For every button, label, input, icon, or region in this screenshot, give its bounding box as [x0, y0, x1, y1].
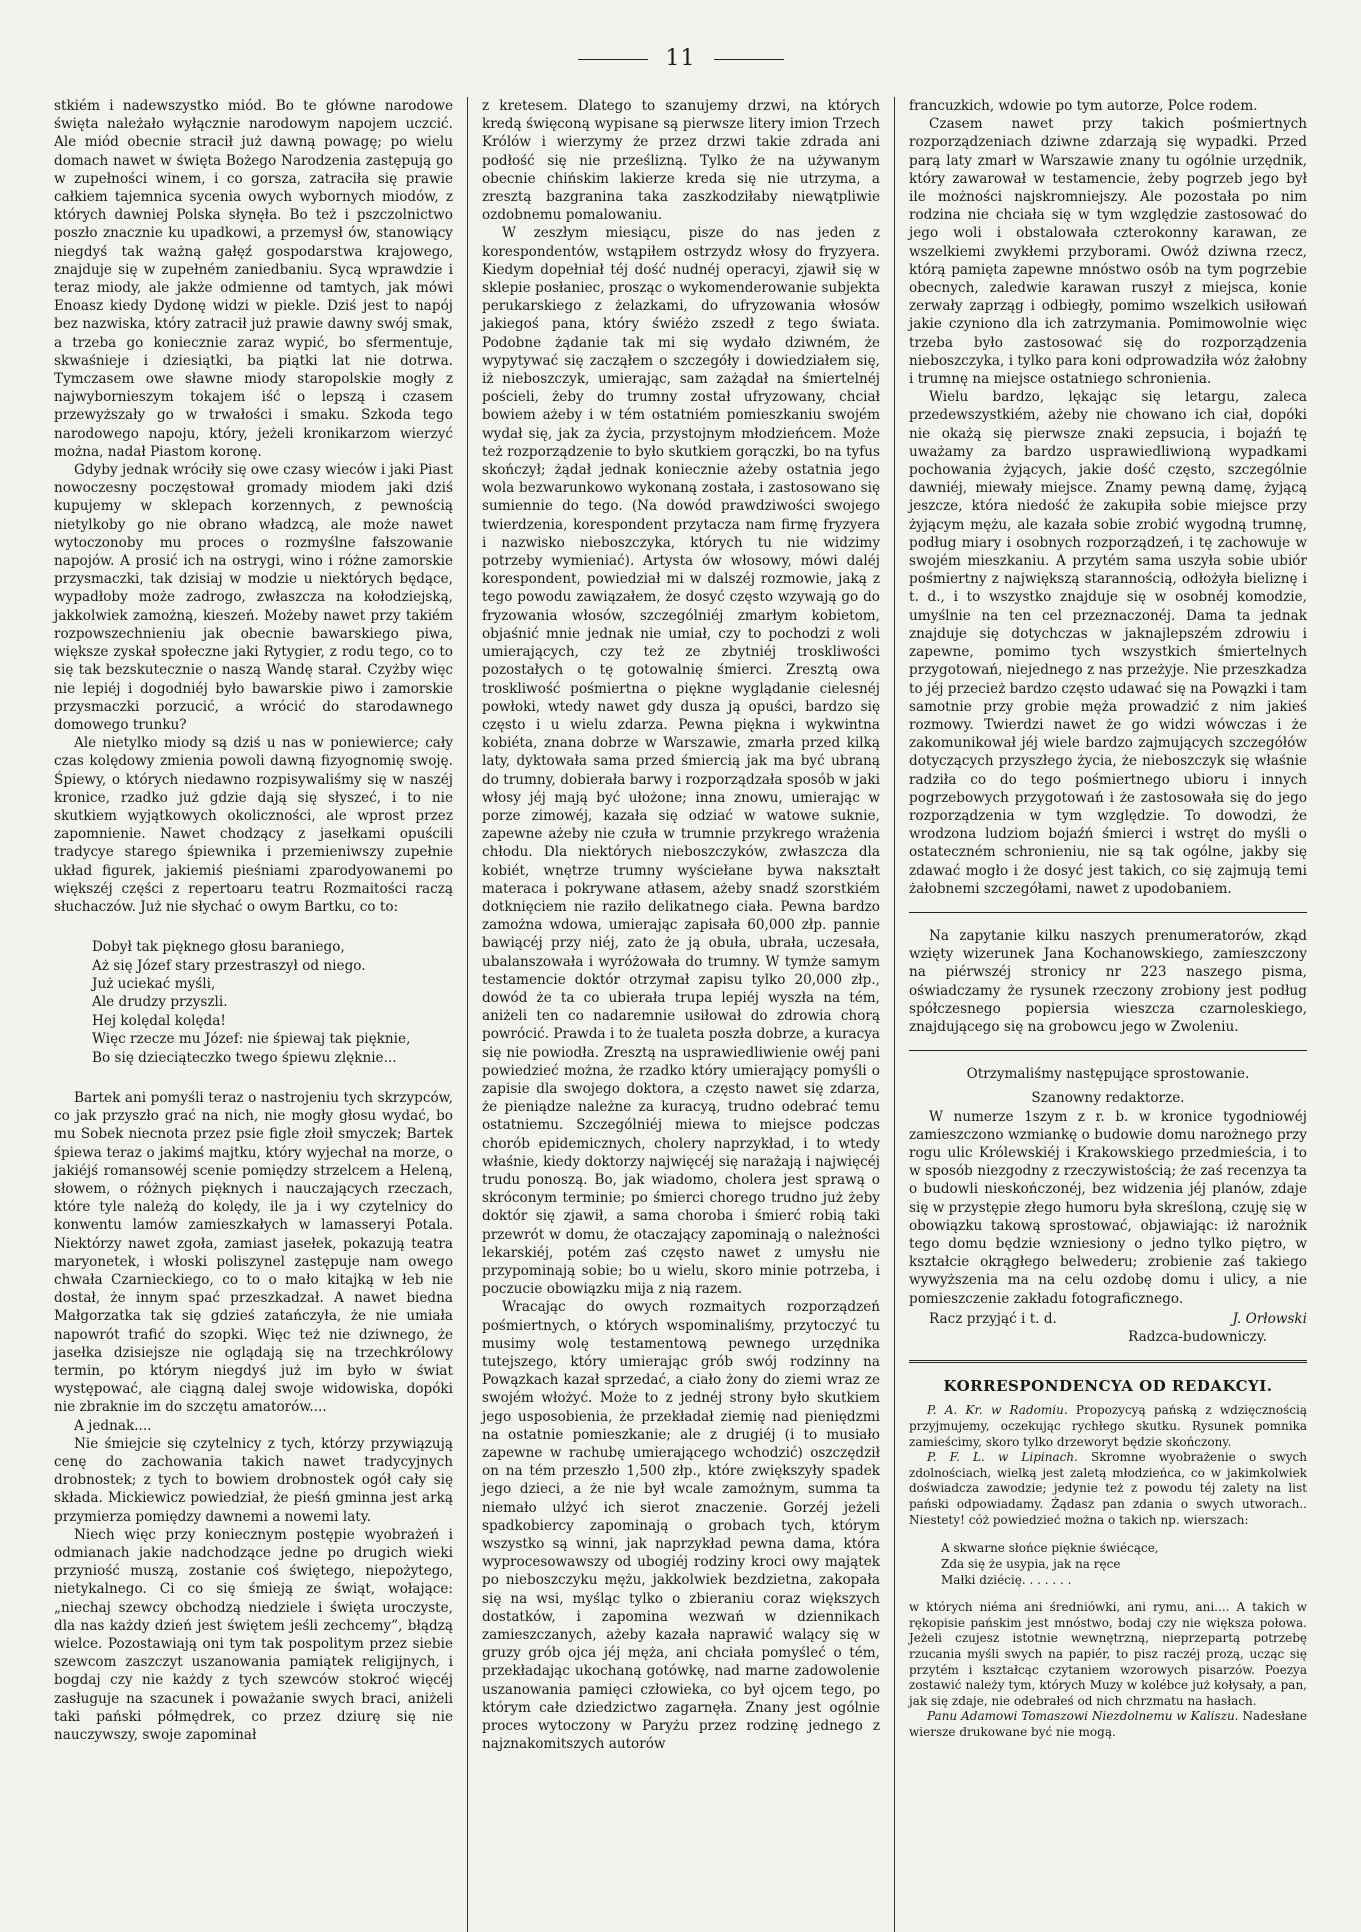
dash-right	[714, 59, 784, 60]
correction-body: W numerze 1szym z r. b. w kronice tygodniowéj zamieszczono wzmiankę o budowie domu narożnego przy rogu ulic Królewskiéj i Krakowskiego przedmieścia, i to w sposób niezgodny z rzeczywistością; że zaś recenzya ta o budowli nieskończonéj, bez widzenia jéj planów, zdaje się w przystępie złego humoru była skreśloną, czuję się w obowiązku takową sprostować, objawiając: iż narożnik tego domu będzie wzniesiony o jedno tylko piętro, w kształcie okrągłego belwederu; zrobienie zaś takiego wywyższenia ma na celu ozdobę domu i ulicy, a nie pomieszczenie zakładu fotograficznego.	[909, 1108, 1307, 1307]
paragraph: Bartek ani pomyśli teraz o nastrojeniu tych skrzypców, co jak przyszło grać na nich, nie mogły głosu wydać, bo mu Sobek niecnota przez psie figle złoił smyczek; Bartek śpiewa teraz o jakimś majtku, który wyjechał na morze, o jakiéjś romansowéj scenie pomiędzy strzelcem a Heleną, słowem, o różnych pięknych i nauczających rzeczach, które tyle należą do kolędy, ile ja i wy czytelnicy do konwentu lamów zamieszkałych w lamasseryi Potala. Niektórzy nawet zgoła, zamiast jasełek, pokazują teatra maryonetek, i włoski poliszynel zastępuje nam owego chwała Czarnieckiego, co to o mało kitajką w łeb nie dostał, że innym spać przeszkadzał. A nawet biedna Małgorzatka tak się gdzieś zatańczyła, że nie umiała napowrót trafić do szopki. Więc też nie dziwnego, że jasełka dzisiejsze nie oglądają się na trzechkrólowy termin, po którym niegdyś już im było w świat występować, ale ciągną dalej swoje widowiska, dopóki nie zbraknie im do szczętu amatorów....	[54, 1089, 453, 1416]
column-3	[894, 97, 1321, 1932]
poem-line: Aż się Józef stary przestraszył od niego.	[92, 957, 366, 974]
page-number-text: 11	[665, 46, 696, 71]
paragraph: A jednak....	[74, 1417, 152, 1434]
correspondence-entry	[909, 1450, 1307, 1528]
carol-poem	[92, 938, 453, 1067]
paragraph: Czasem nawet przy takich pośmiertnych rozporządzeniach dziwne zdarzają się wypadki. Przed parą laty zmarł w Warszawie znany tu ogólnie urzędnik, który zawarował w testamencie, żeby pogrzeb jego był ile możności najskromniejszy. Ale pozostała po nim rodzina nie chciała się w tym względzie zastosować do jego woli i obstalowała czterokonny karawan, ze wszelkiemi zwykłemi przyborami. Owóż dziwna rzecz, którą pamięta zapewne mnóstwo osób na tym pogrzebie obecnych, zaledwie karawan ruszył z miejsca, konie zerwały zaprząg i odbiegły, pomimo wszelkich usiłowań jakie czyniono dla ich zatrzymania. Pomimowolnie więc trzeba było zastosować się do rozporządzenia nieboszczyka, i tylko para koni odprowadziła wóz żałobny i trumnę na miejsce ostatniego schronienia.	[909, 116, 1307, 388]
correction-salutation: Szanowny redaktorze.	[1031, 1090, 1185, 1107]
correspondence-entry	[909, 1403, 1307, 1450]
correspondence-section	[909, 1403, 1307, 1740]
signature-title: Radzca-budowniczy.	[1128, 1329, 1267, 1345]
paragraph: z kretesem. Dlatego to szanujemy drzwi, na których kredą święconą wypisane są pierwsze litery imion Trzech Królów i wierzymy że przez drzwi takie zdrada ani podłość się nie prześlizną. Tylko że na używanym obecnie chińskim lakierze kreda się nie utrzyma, a zresztą bazgranina taka zaszkodziłaby niewątpliwie ozdobnemu pomalowaniu.	[482, 98, 880, 224]
portrait-notice	[909, 927, 1307, 1036]
divider	[909, 912, 1307, 913]
entry-text: Propozycyą pańską z wdzięcznością przyjmujemy, oczekując rychłego skutku. Rysunek pomnika zamieścimy, skoro tylko drzeworyt będzie skończony.	[909, 1403, 1307, 1449]
column-1	[40, 97, 467, 1932]
paragraph: Gdyby jednak wróciły się owe czasy wieców i jaki Piast nowoczesny poczęstował gromady miodem jaki dziś kupujemy w sklepach korzennych, z pewnością nietylkoby go nie obrano władzcą, ale może nawet wytoczonoby mu proces o rozmyślne fałszowanie napojów. A prosić ich na ostrygi, wino i różne zamorskie przysmaczki, tak dzisiaj w modzie u niektórych będące, wypadłoby może zadrogo, zwłaszcza na kołodziejską, jakkolwiek zamożną, kieszeń. Możeby nawet przy takiém rozpowszechnieniu jak obecnie bawarskiego piwa, większe zyskał społeczne jaki Rytygier, z rodu tego, co to się tak bezskutecznie o naszą Wandę starał. Czyżby więc nie lepiéj i dogodniéj było bawarskie piwo i zamorskie przysmaczki porzucić, a wrócić do starodawnego domowego trunku?	[54, 462, 453, 733]
poem-line: Ale drudzy przyszli.	[92, 994, 228, 1011]
paragraph: stkiém i nadewszystko miód. Bo te główne narodowe święta należało wyłącznie narodowym napojem uczcić. Ale miód obecnie stracił już dawną powagę; po wielu domach nawet w święta Bożego Narodzenia zastępują go w zupełności winem, i co gorsza, zatraciła się prawie całkiem tajemnica sycenia owych wybornych miodów, z których dawniej Polska słynęła. Bo też i pszczolnictwo poszło znacznie ku upadkowi, a przemysł ów, stanowiący niegdyś tak ważną gałęź gospodarstwa krajowego, znajduje się w zupełném zaniedbaniu. Sycą wprawdzie i teraz miody, ale jakże odmienne od tamtych, jak mówi Enoasz kiedy Dydonę widzi w piekle. Dziś jest to napój bez nazwiska, który zatracił już prawie dawny swój smak, a trzeba go koniecznie zaraz wypić, bo sfermentuje, skwaśnieje i dziesiątki, ba piątki lat nie dotrwa. Tymczasem owe sławne miody staropolskie mogły z najwybornieszym tokajem iść o lepszą i czasem przewyższały go w trwałości i smaku. Szkoda tego narodowego napoju, który, jeżeli kronikarzom wierzyć można, nadał Piastom koronę.	[54, 98, 453, 460]
signature-line	[909, 1310, 1307, 1328]
poem-line: Więc rzecze mu Józef: nie śpiewaj tak pięknie,	[92, 1031, 411, 1048]
signature-name: J. Orłowski	[1232, 1310, 1307, 1327]
poem-line: Hej kolędal kolęda!	[92, 1012, 226, 1029]
paragraph: Ale nietylko miody są dziś u nas w poniewierce; cały czas kolędowy zmienia powoli dawną fizyognomię swoję. Śpiewy, o których niedawno rozpisywaliśmy się w naszéj kronice, rzadko już gdzie dają się słyszeć, i to nie skutkiem wyjątkowych okoliczności, ale wprost przez zapomnienie. Nawet chodzący z jasełkami opuścili tradycye starego śpiewnika i przemieniwszy zupełnie układ figurek, jakiemiś pieśniami zparodyowanemi po większéj części z repertoaru teatru Rozmaitości raczą słuchaczów. Już nie słychać o owym Bartku, co to:	[54, 735, 453, 915]
correspondence-entry	[909, 1709, 1307, 1740]
divider-double	[909, 1360, 1307, 1363]
entry-address: P. A. Kr. w Radomiu.	[927, 1403, 1068, 1418]
entry-address: P. F. L. w Lipinach.	[927, 1450, 1078, 1465]
text-columns	[40, 97, 1321, 1932]
poem-line: Już uciekać myśli,	[92, 975, 216, 992]
verse-line: Małki dziécię. . . . . . .	[941, 1573, 1072, 1588]
page-number	[40, 46, 1321, 71]
paragraph: W zeszłym miesiącu, pisze do nas jeden z korespondentów, wstąpiłem ostrzydz włosy do fryzyera. Kiedym dopełniał téj dość nudnéj operacyi, zjawił się w sklepie posłaniec, prosząc o wykomenderowanie subjekta perukarskiego z żelazkami, do ufryzowania włosów jakiegoś pana, który świéżo zszedł z tego świata. Podobne żądanie tak mi się wydało dziwném, że wypytywać się zacząłem o szczegóły i dowiedziałem się, iż nieboszczyk, umierając, sam zażądał na śmiertelnéj pościeli, żeby do trumny został ufryzowany, chciał bowiem ażeby i w tém ostatniém pomieszkaniu swojém wydał się, jak za życia, przystojnym młodzieńcem. Może też rozporządzenie to było skutkiem gorączki, bo na tyfus skończył; żądał jednak koniecznie ażeby ostatnia jego wola bezwarunkowo wykonaną została, i zastosowano się sumiennie do tego. (Na dowód prawdziwości swojego twierdzenia, korespondent przytacza nam firmę fryzyera i nazwisko nieboszczyka, których tu nie widzimy potrzeby wymieniać). Artysta ów włosowy, mówi daléj korespondent, powiedział mi w dalszéj rozmowie, jaką z tego powodu zawiązałem, że dosyć często wzywają go do fryzowania włosów, szczególniéj zmarłym kobietom, objaśnić mnie jednak nie umiał, czy to pochodzi z woli umierających, czy też ze zbytniéj troskliwości pozostałych o tę gotowalnię śmierci. Zresztą owa troskliwość pośmiertna o piękne wyglądanie cielesnéj powłoki, wtedy nawet gdy dusza ją opuści, bardzo się często i u wielu zdarza. Pewna piękna i wykwintna kobiéta, znana dobrze w Warszawie, zmarła przed kilką laty, dyktowała sama przed śmiercią jak ma być ubraną do trumny, dobierała barwy i rozporządzała sposób w jaki włosy jéj mają być ułożone; inna znowu, umierając w porze zimowéj, kazała się odziać w watowe suknie, zapewne ażeby nie czuła w trumnie przykrego wrażenia chłodu. Dla niektórych nieboszczyków, zwłaszcza dla kobiét, wnętrze trumny wyściełane bywa nakształt materaca i pokrywane atłasem, ażeby snadź szorstkiém dotknięciem nie raziło delikatnego ciała. Pewna bardzo zamożna wdowa, umierając zapisała 60,000 złp. pannie bawiącéj przy niéj, zato że ją obuła, ubrała, uczesała, ubalanszowała i wyróżowała do trumny. W tymże samym testamencie doktór otrzymał zapisu tylko 20,000 złp., dowód że ta co ubierała trupa lepiéj wyszła na tém, aniżeli ten co nadaremnie usiłował do zdrowia chorą powrócić. Prawda i to że tualeta poszła dobrze, a kuracya się nie powiodła. Zresztą na usprawiedliwienie owéj pani powiedzieć można, że rzadko który umierający pomyśli o zapisie dla swojego doktora, a często nawet się zdarza, że pieniądze należne za kuracyą, trudno odebrać temu ostatniemu. Szczególniéj miewa to miejsce podczas chorób epidemicznych, cholery naprzykład, i to wtedy właśnie, kiedy doktorzy najwięcéj się narażają i najwięcéj trudu ponoszą. Bo, jak wiadomo, cholera jest sprawą o skróconym terminie; po śmierci chorego trudno już żeby doktór się zjawił, a sama choroba i śmierć robią taki przewrót w domu, że otaczający zapominają o należności lekarskiéj, potém zaś często nawet z umysłu nie przypominają sobie; bo u wielu, skoro minie potrzeba, i poczucie obowiązku mija z nią razem.	[482, 225, 880, 1298]
entry-address: Panu Adamowi Tomaszowi Niezdolnemu w Kaliszu.	[927, 1709, 1239, 1724]
correspondence-title: KORRESPONDENCYA OD REDAKCYI.	[943, 1377, 1273, 1396]
paragraph: francuzkich, wdowie po tym autorze, Polce rodem.	[909, 98, 1258, 114]
correction-intro: Otrzymaliśmy następujące sprostowanie.	[966, 1066, 1250, 1083]
column-2	[467, 97, 894, 1932]
paragraph: Wracając do owych rozmaitych rozporządzeń pośmiertnych, o których wspominaliśmy, przytoczyć tu musimy wolę testamentową pewnego urzędnika tutejszego, który umierając grób swój rodzinny na Powązkach kazał sprzedać, a ciało żony do ziemi wraz ze swojém włożyć. Może to z jednéj strony było skutkiem jego usposobienia, że przekładał ziemię nad pieniędzmi na ostatnie pomieszkanie; ale z drugiéj (i to musiało zapewne w rachubę umierającego wchodzić) oszczędził on na tém przeszło 1,500 złp., które zwiększyły spadek jego dzieci, a że nie był wcale zamożnym, summa ta niemało ulżyć ich sierot znaczenie. Gorzéj jeżeli spadkobiercy zapominają o grobach tych, którym wszystko są winni, jak naprzykład pewna dama, która wyprocesowawszy od ubogiéj rodziny kroci owy majątek po nieboszczyku mężu, jakkolwiek bezdzietna, zakopała się na wsi, myśląc tylko o zbieraniu coraz większych dostatków, i zapomina wezwań w dziennikach zamieszczanych, ażeby kazała naprawić walący się w gruzy grób ojca jéj męża, ani chciała pomyśleć o tém, przekładając ukochaną gotówkę, nad marne zadowolenie uszanowania pamięci człowieka, co był ojcem tego, po którym całe dziedzictwo zagarnęła. Znany jest ogólnie proces wytoczony w Paryżu przez rodzinę jednego z najznakomitszych autorów	[482, 1299, 880, 1753]
quoted-verse	[941, 1540, 1307, 1588]
dash-left	[578, 59, 648, 60]
verse-line: A skwarne słońce pięknie świécące,	[941, 1541, 1159, 1556]
verse-line: Zda się że usypia, jak na ręce	[941, 1557, 1121, 1572]
correction-notice	[909, 1065, 1307, 1346]
entry-continuation: w których niéma ani średniówki, ani rymu, ani.... A takich w rękopisie pańskim jest mnóstwo, bodaj czy nie większa połowa. Jeżeli czujesz istotnie wewnętrzną, nieprzepartą potrzebę rzucania myśli swych na papiér, to pisz raczéj prozą, ucząc się przytém i kształcąc czytaniem wzorowych pisarzów. Poezya zostawić należy tym, których Muzy w kolébce już kołysały, a pan, jak się zdaje, nie odebrałeś od nich chrzmatu na hasłach.	[909, 1600, 1307, 1708]
paragraph: Nie śmiejcie się czytelnicy z tych, którzy przywiązują cenę do zachowania takich nawet tradycyjnych drobnostek; z tych to bowiem drobnostek ogół cały się składa. Mickiewicz powiedział, że pieśń gminna jest arką przymierza pomiędzy dawnemi a nowemi laty.	[54, 1435, 453, 1525]
entry-text: Nadesłane wiersze drukowane być nie mogą.	[909, 1709, 1307, 1739]
paragraph: Wielu bardzo, lękając się letargu, zaleca przedewszystkiém, ażeby nie chowano ich ciał, dopóki nie okażą się pierwsze znaki zepsucia, i bojaźń tę uważamy za bardzo usprawiedliwioną wypadkami pochowania żyjących, jakie dość często, szczególnie dawniéj, miewały miejsce. Znamy pewną damę, żyjącą jeszcze, która niedość że zakupiła sobie miejsce przy żyjącym mężu, ale kazała sobie zrobić wygodną trumnę, podług miary i osobnych rozporządzeń, i tę zachowuje w swojém mieszkaniu. A przytém sama uszyła sobie ubiór pośmiertny z największą starannością, odłożyła bieliznę i t. d., i to wszystko znajduje się w osobnéj komodzie, umyślnie na ten cel przeznaczonéj. Dama ta jednak znajduje się dotychczas w jaknajlepszém zdrowiu i zapewne, pomimo tych wszystkich śmiertelnych przygotowań, niejednego z nas przeżyje. Nie przeszkadza to jéj przecież bardzo często udawać się na Powązki i tam samotnie przy grobie męża prowadzić z nim jakieś rozmowy. Twierdzi nawet że go widzi wówczas i że zakomunikował jéj wiele bardzo zajmujących szczegółów dotyczących przyszłego życia, że nieboszczyk się właśnie radziła co do tego pośmiertnego ubioru i innych pogrzebowych przygotowań i że zastosowała się do jego rozporządzenia w tym względzie. To dowodzi, że wrodzona ludziom bojaźń śmierci i wstręt do myśli o ostateczném schronieniu, nie są tak ogólne, jakby się zdawać mogło i że dosyć jest takich, co się zajmują temi żałobnemi szczegółami, nawet z upodobaniem.	[909, 389, 1307, 897]
notice-text: Na zapytanie kilku naszych prenumeratorów, zkąd wzięty wizerunek Jana Kochanowskiego, zamieszczony na piérwszéj stronicy nr 223 naszego pisma, oświadczamy że rysunek rzeczony zrobiony jest podług spółczesnego popiersia wieszcza czarnoleskiego, znajdującego się na grobowcu jego w Zwoleniu.	[909, 927, 1307, 1035]
correction-closing: Racz przyjąć i t. d.	[929, 1310, 1057, 1327]
divider	[909, 1050, 1307, 1051]
entry-text: Skromne wyobrażenie o swych zdolnościach, wielką jest zaletą młodzieńca, co w jakimkolwiek doświadcza zawodzie; jedynie też z powodu téj zalety na list pański odpowiadamy. Żądasz pan zdania o swych utworach.. Niestety! cóż powiedzieć można o takich np. wierszach:	[909, 1450, 1307, 1527]
poem-line: Dobył tak pięknego głosu baraniego,	[92, 939, 345, 956]
poem-line: Bo się dzieciąteczko twego śpiewu zlęknie...	[92, 1049, 397, 1066]
paragraph: Niech więc przy koniecznym postępie wyobrażeń i odmianach jakie nadchodzące jedne po drugich wieki przyniość muszą, zostanie coś świętego, niepożytego, nietykalnego. Ci co się śmieją ze świąt, wołające: „niechaj szewcy obchodzą niedziele i święta uroczyste, dla nas każdy dzień jest świętem jeśli zechcemy”, błądzą wielce. Pozostawiają oni tym tak pospolitym przez siebie szewcom zaszczyt uszanowania pamiątek religijnych, i bogdaj czy nie każdy z tych szewców stokroć więcéj zasługuje na szacunek i poważanie swych braci, aniżeli taki pański półmędrek, co przez dziurę się nie nauczywszy, swoje zapominał	[54, 1526, 453, 1744]
